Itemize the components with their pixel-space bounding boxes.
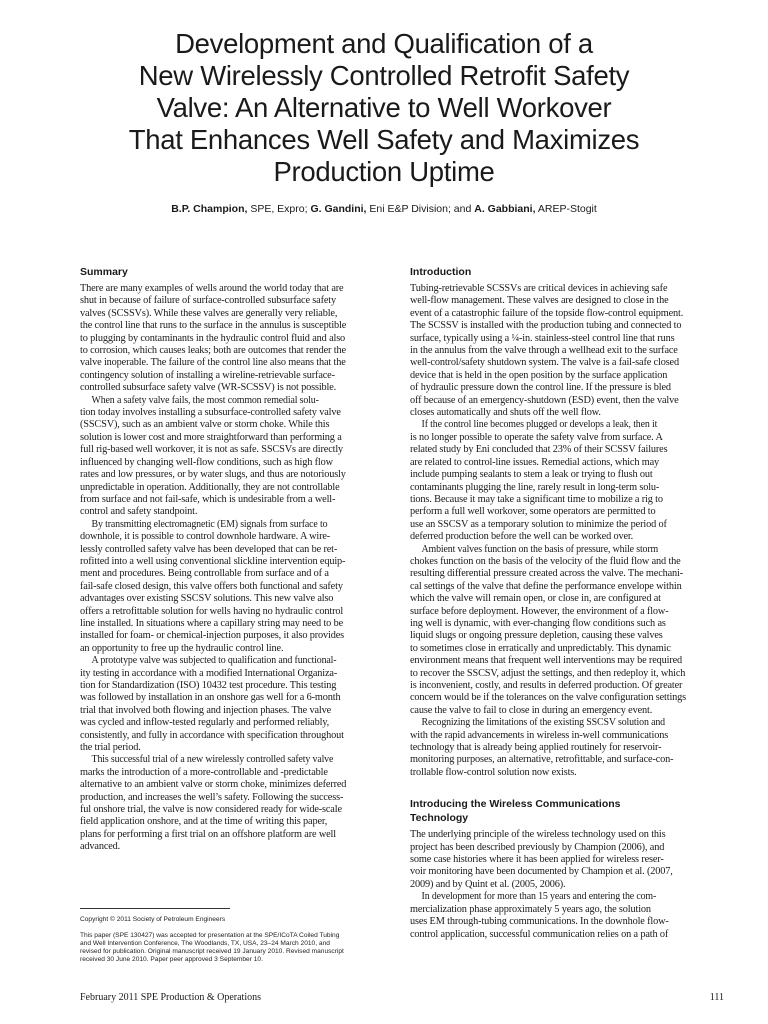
- text-line: Ambient valves function on the basis of pressure, while storm: [421, 543, 659, 555]
- heading-line: Technology: [410, 812, 469, 825]
- footnote-rule: [80, 908, 230, 909]
- text-line: is inconvenient, costly, and results in deferred production. Of greater: [410, 680, 683, 691]
- author-line: [40, 203, 728, 215]
- text-line: control application, successful communication relies on a path of: [410, 928, 669, 940]
- author-name: G. Gandini,: [310, 203, 367, 215]
- text-line: technology that is already being applied routinely for reservoir-: [410, 742, 662, 754]
- text-line: production, and increases the well’s safety. Following the success-: [80, 791, 344, 803]
- text-line: off because of an emergency-shutdown (ESD) event, then the valve: [410, 394, 679, 406]
- copyright-note: Copyright © 2011 Society of Petroleum Engineers: [80, 916, 226, 923]
- author-affiliation: AREP-Stogit: [535, 203, 597, 215]
- section-heading-introduction: Introduction: [410, 266, 472, 278]
- left-column: [80, 265, 394, 854]
- text-line: is no longer possible to operate the safety valve from surface. A: [410, 431, 663, 443]
- title-line: Development and Qualification of a: [175, 28, 593, 59]
- text-line: rofitted into a well using conventional slickline intervention equip-: [80, 555, 346, 567]
- text-line: advanced.: [80, 841, 121, 853]
- text-line: monitoring purposes, an alternative, retrofittable, and surface-con-: [410, 754, 674, 766]
- text-line: If the control line becomes plugged or develops a leak, then it: [421, 419, 658, 431]
- text-line: include pumping sealants to stem a leak or trying to flush out: [410, 469, 653, 481]
- text-line: consistently, and fully in accordance with specification throughout: [80, 729, 344, 741]
- summary-body: [80, 283, 394, 854]
- text-line: controlled subsurface safety valve (WR-SCSSV) is not possible.: [80, 382, 337, 394]
- introduction-body: [410, 283, 724, 779]
- text-line: was followed by installation in an onshore gas well for a 6-month: [80, 692, 341, 704]
- text-line: tion for Standardization (ISO) 10432 test procedure. This testing: [80, 680, 337, 691]
- section-heading-summary: Summary: [80, 266, 128, 278]
- paper-note-line: revised for publication. Original manuscript received 19 January 2010. Revised manuscript: [80, 948, 344, 955]
- text-line: mercialization phase approximately 5 years ago, the solution: [410, 903, 651, 915]
- footnotes: [80, 916, 394, 964]
- text-line: tions. Because it may take a significant time to mobilize a rig to: [410, 493, 663, 505]
- right-column: [410, 265, 724, 941]
- text-line: In development for more than 15 years and entering the com-: [421, 891, 657, 903]
- text-line: project has been described previously by Champion (2006), and: [410, 841, 665, 853]
- text-line: chokes function on the basis of the velocity of the fluid flow and the: [410, 555, 681, 567]
- text-line: from surface and not fail-safe, which is undesirable from a well-: [80, 493, 336, 505]
- text-line: line installed. In situations where a capillary string may need to be: [80, 617, 344, 629]
- paper-note-line: and Well Intervention Conference, The Woodlands, TX, USA, 23–24 March 2010, and: [80, 940, 330, 947]
- text-line: ing well is dynamic, with ever-changing flow conditions such as: [410, 617, 666, 629]
- text-line: (SSCSV), such as an ambient valve or storm choke. While this: [80, 419, 330, 431]
- text-line: trial that involved both flowing and injection phases. The valve: [80, 704, 332, 716]
- text-line: valve inoperable. The failure of the control line also means that the: [80, 357, 346, 369]
- text-line: contaminants plugging the line, rarely result in long-term solu-: [410, 481, 660, 493]
- text-line: solution is lower cost and more straightforward than performing a: [80, 431, 342, 443]
- text-line: related study by Eni concluded that 23% of their SCSSV failures: [410, 444, 668, 456]
- text-line: A prototype valve was subjected to qualification and functional-: [91, 655, 337, 667]
- title-line: New Wirelessly Controlled Retrofit Safety: [138, 60, 630, 91]
- text-line: The underlying principle of the wireless technology used on this: [410, 829, 666, 841]
- text-line: ity testing in accordance with a modified International Organiza-: [80, 667, 338, 679]
- text-line: the control line that runs to the surface in the annulus is susceptible: [80, 320, 347, 332]
- text-line: of hydraulic pressure down the control line. If the pressure is bled: [410, 382, 671, 394]
- author-affiliation: Eni E&P Division; and: [366, 203, 475, 215]
- text-line: There are many examples of wells around the world today that are: [80, 283, 344, 294]
- text-line: influenced by changing well-flow conditions, such as high flow: [80, 456, 333, 468]
- text-line: device that is held in the open position by the surface application: [410, 369, 668, 381]
- text-line: valves (SCSSVs). While these valves are generally very reliable,: [80, 307, 338, 319]
- text-line: installed for foam- or chemical-injection purposes, it also provides: [80, 630, 345, 642]
- text-line: contingency solution of installing a wireline-retrievable surface-: [80, 369, 335, 381]
- text-line: advantages over existing SSCSV solutions. This new valve also: [80, 593, 334, 605]
- text-line: The SCSSV is installed with the production tubing and connected to: [410, 320, 682, 332]
- text-line: cal settings of the valve that define the performance envelope within: [410, 580, 682, 592]
- text-line: Recognizing the limitations of the existing SSCSV solution and: [421, 717, 665, 729]
- text-line: event of a catastrophic failure of the topside flow-control equipment.: [410, 307, 684, 319]
- text-line: liquid slugs or ongoing pressure depletion, causing these valves: [410, 630, 663, 642]
- section-gap: [410, 779, 724, 791]
- text-line: some case histories where it has been applied for wireless reser-: [410, 854, 664, 866]
- author-name: B.P. Champion,: [171, 203, 248, 215]
- text-line: unpredictable in operation. Additionally, they are not controllable: [80, 481, 340, 493]
- text-line: well-control/safety shutdown system. The valve is a fail-safe closed: [410, 357, 679, 369]
- paper-note-line: This paper (SPE 130427) was accepted for presentation at the SPE/ICoTA Coiled Tubing: [80, 932, 340, 939]
- text-line: This successful trial of a new wirelessly controlled safety valve: [91, 754, 334, 766]
- text-line: fail-safe closed design, this valve offers both functional and safety: [80, 580, 343, 592]
- paper-title: [60, 28, 708, 188]
- author-affiliation: SPE, Expro;: [247, 203, 311, 215]
- text-line: tion today involves installing a subsurface-controlled safety valve: [80, 407, 341, 419]
- text-line: ment and procedures. Being controllable from surface and of a: [80, 568, 329, 580]
- text-line: plans for performing a first trial on an offshore platform are well: [80, 828, 336, 840]
- wireless-body: [410, 829, 724, 941]
- text-line: perform a full well workover, some operators are permitted to: [410, 506, 656, 518]
- paper-note-line: received 30 June 2010. Paper peer approved 3 September 10.: [80, 956, 263, 963]
- text-line: use an SSCSV as a temporary solution to minimize the period of: [410, 518, 667, 530]
- text-line: 2009) and by Quint et al. (2005, 2006).: [410, 878, 566, 890]
- text-line: field application onshore, and at the time of writing this paper,: [80, 816, 328, 828]
- text-line: resulting differential pressure created across the valve. The mechani-: [410, 568, 684, 580]
- text-line: marks the introduction of a more-controllable and -predictable: [80, 766, 328, 778]
- author-name: A. Gabbiani,: [474, 203, 536, 215]
- title-line: Valve: An Alternative to Well Workover: [156, 92, 612, 123]
- text-line: in the annulus from the valve through a wellhead exit to the surface: [410, 345, 678, 357]
- text-line: was cycled and inflow-tested regularly and performed reliably,: [80, 717, 330, 729]
- text-line: environment means that frequent well interventions may be required: [410, 655, 683, 667]
- title-line: That Enhances Well Safety and Maximizes: [128, 124, 640, 155]
- section-heading-wireless: [410, 797, 724, 825]
- text-line: deferred production before the well can be worked over.: [410, 531, 634, 543]
- text-line: By transmitting electromagnetic (EM) signals from surface to: [91, 518, 328, 530]
- text-line: voir monitoring have been documented by Champion et al. (2007,: [410, 866, 673, 878]
- text-line: rates and low pressures, or by water slugs, and thus are notoriously: [80, 469, 346, 481]
- title-line: Production Uptime: [273, 156, 495, 187]
- text-line: shut in because of failure of surface-controlled subsurface safety: [80, 295, 336, 307]
- text-line: to sometimes close in erratically and unpredictably. This dynamic: [410, 642, 671, 654]
- text-line: cause the valve to fail to close in during an emergency event.: [410, 704, 653, 716]
- text-line: which the valve will remain open, or close in, are configured at: [410, 593, 661, 605]
- text-line: downhole, it is possible to control downhole hardware. A wire-: [80, 531, 331, 543]
- text-line: ful onshore trial, the valve is now considered ready for wide-scale: [80, 804, 342, 816]
- text-line: alternative to an ambient valve or storm choke, minimizes deferred: [80, 779, 347, 791]
- text-line: When a safety valve fails, the most common remedial solu-: [91, 394, 319, 406]
- text-line: to plugging by contaminants in the hydraulic control fluid and also: [80, 332, 346, 344]
- text-line: trollable flow-control solution now exists.: [410, 766, 577, 778]
- text-line: the trial period.: [80, 742, 141, 754]
- text-line: full rig-based well workover, it is not as safe. SSCSVs are directly: [80, 444, 344, 456]
- text-line: with the rapid advancements in wireless in-well communications: [410, 729, 669, 741]
- text-line: surface before deployment. However, the environment of a flow-: [410, 605, 669, 617]
- text-line: uses EM through-tubing communications. In the downhole flow-: [410, 916, 669, 928]
- text-line: an opportunity to free up the hydraulic control line.: [80, 642, 284, 654]
- text-line: control and safety standpoint.: [80, 506, 198, 518]
- journal-footer: February 2011 SPE Production & Operations: [80, 992, 262, 1003]
- text-line: to corrosion, which causes leaks; both are outcomes that render the: [80, 345, 346, 357]
- text-line: well-flow management. These valves are designed to close in the: [410, 295, 669, 307]
- text-line: lessly controlled safety valve has been developed that can be ret-: [80, 543, 338, 555]
- text-line: concern would be if the tolerances on the valve configuration settings: [410, 692, 687, 704]
- text-line: to recover the SSCSV, adjust the settings, and then redeploy it, which: [410, 667, 686, 679]
- page-number: 111: [709, 992, 724, 1003]
- text-line: are related to control-line issues. Remedial actions, which may: [410, 456, 660, 468]
- heading-line: Introducing the Wireless Communications: [410, 798, 621, 811]
- text-line: Tubing-retrievable SCSSVs are critical devices in achieving safe: [410, 283, 668, 294]
- text-line: surface, typically using a ¼-in. stainless-steel control line that runs: [410, 332, 675, 344]
- text-line: offers a retrofittable solution for wells having no hydraulic control: [80, 605, 344, 617]
- text-line: closes automatically and shuts off the well flow.: [410, 407, 601, 419]
